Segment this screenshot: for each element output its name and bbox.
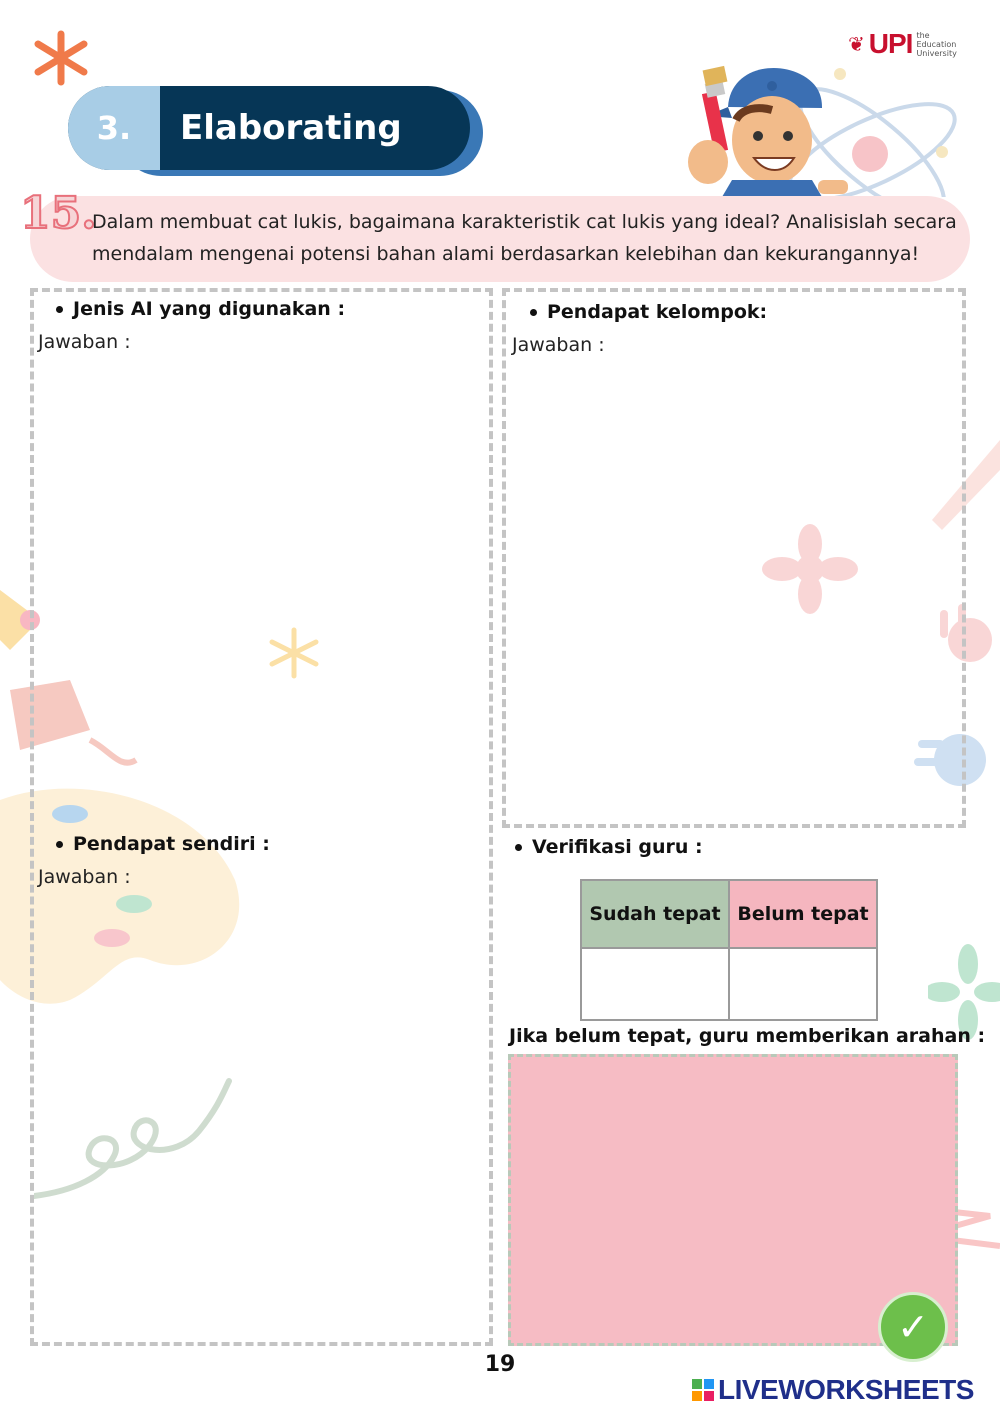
group-answer-field[interactable]	[512, 364, 958, 820]
incorrect-checkbox-cell[interactable]	[729, 948, 877, 1020]
liveworksheets-logo-icon	[692, 1379, 714, 1401]
teacher-direction-label: Jika belum tepat, guru memberikan arahan :	[509, 1025, 986, 1047]
ai-answer-label: Jawaban :	[38, 331, 131, 353]
logo-subtitle: the Education University	[916, 30, 957, 58]
liveworksheets-brand	[692, 1374, 974, 1406]
bullet-icon	[530, 309, 537, 316]
own-answer-field[interactable]	[38, 896, 484, 1336]
upi-emblem-icon: ❦	[848, 32, 865, 56]
section-title: Elaborating	[180, 108, 402, 148]
verification-heading	[515, 836, 703, 858]
logo-name: UPI	[868, 28, 913, 59]
group-opinion-heading	[530, 301, 767, 323]
correct-checkbox-cell[interactable]	[581, 948, 729, 1020]
correct-column-header: Sudah tepat	[581, 880, 729, 948]
bullet-icon	[515, 844, 522, 851]
verification-table	[580, 879, 878, 1021]
bullet-icon	[56, 841, 63, 848]
question-number: 15.	[20, 188, 97, 239]
incorrect-column-header: Belum tepat	[729, 880, 877, 948]
group-opinion-heading-text: Pendapat kelompok:	[547, 301, 768, 323]
ai-type-heading-text: Jenis AI yang digunakan :	[73, 298, 346, 320]
own-answer-label: Jawaban :	[38, 866, 131, 888]
verification-heading-text: Verifikasi guru :	[532, 836, 703, 858]
checkmark-icon: ✓	[878, 1292, 948, 1362]
bullet-icon	[56, 306, 63, 313]
painter-mascot-illustration	[672, 52, 972, 197]
own-opinion-heading-text: Pendapat sendiri :	[73, 833, 270, 855]
group-answer-label: Jawaban :	[512, 334, 605, 356]
ai-type-heading	[56, 298, 345, 320]
orange-star-decoration	[30, 30, 92, 86]
section-number: 3.	[68, 86, 160, 170]
page-number: 19	[484, 1352, 516, 1377]
question-text: Dalam membuat cat lukis, bagaimana karakteristik cat lukis yang ideal? Analisislah secara mendalam mengenai potensi bahan alami berdasarkan kelebihan dan kekurangannya!	[92, 211, 957, 265]
liveworksheets-text: LIVEWORKSHEETS	[718, 1374, 974, 1405]
own-opinion-heading	[56, 833, 270, 855]
ai-answer-field[interactable]	[38, 360, 484, 820]
